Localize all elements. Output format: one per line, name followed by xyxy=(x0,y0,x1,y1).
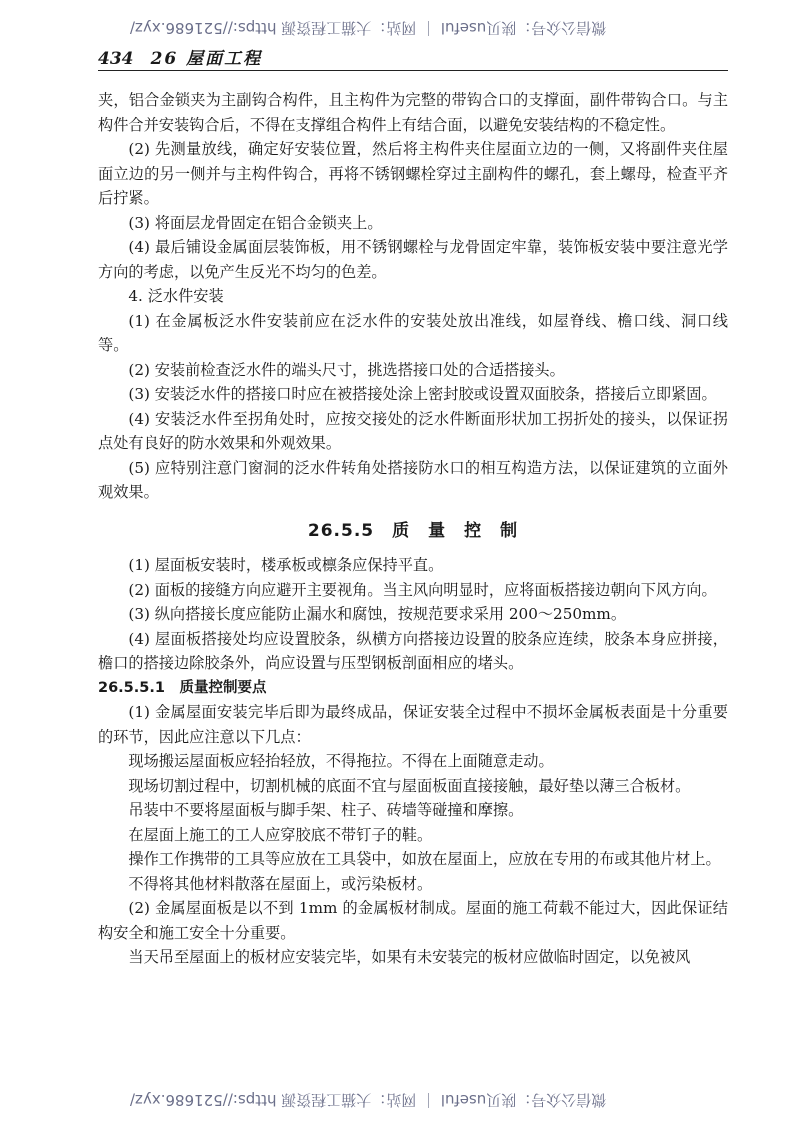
paragraph: (3) 安装泛水件的搭接口时应在被搭接处涂上密封胶或设置双面胶条，搭接后立即紧固。 xyxy=(128,385,717,403)
paragraph: 吊装中不要将屋面板与脚手架、柱子、砖墙等碰撞和摩擦。 xyxy=(128,801,524,819)
subsection-title: 26.5.5.1 质量控制要点 xyxy=(98,679,267,696)
watermark-top: 微信公众号：陕贝useful ｜ 网站：大猫工程资源 https://521686.xyz/ xyxy=(130,19,607,37)
paragraph: (4) 屋面板搭接处均应设置胶条，纵横方向搭接边设置的胶条应连续，胶条本身应拼接，檐口的搭接边除胶条外，尚应设置与压型钢板剖面相应的堵头。 xyxy=(98,629,728,672)
watermark-bottom: 微信公众号：陕贝useful ｜ 网站：大猫工程资源 https://521686.xyz/ xyxy=(130,1091,607,1109)
paragraph: (2) 安装前检查泛水件的端头尺寸，挑选搭接口处的合适搭接头。 xyxy=(128,360,565,379)
paragraph: (2) 先测量放线，确定好安装位置，然后将主构件夹住屋面立边的一侧，又将副件夹住屋面立边的另一侧并与主构件钩合，再将不锈钢螺栓穿过主副构件的螺孔，套上螺母，检查平齐后拧紧。 xyxy=(98,140,728,207)
page-number: 434 xyxy=(98,49,134,69)
paragraph: (3) 纵向搭接长度应能防止漏水和腐蚀，按规范要求采用 200～250mm。 xyxy=(128,605,627,623)
paragraph: 操作工作携带的工具等应放在工具袋中，如放在屋面上，应放在专用的布或其他片材上。 xyxy=(128,850,721,868)
paragraph: (3) 将面层龙骨固定在铝合金锁夹上。 xyxy=(128,213,383,232)
paragraph: (4) 最后铺设金属面层装饰板，用不锈钢螺栓与龙骨固定牢靠，装饰板安装中要注意光学方向的考虑，以免产生反光不均匀的色差。 xyxy=(98,238,728,281)
paragraph: 当天吊至屋面上的板材应安装完毕，如果有未安装完的板材应做临时固定，以免被风 xyxy=(128,948,691,966)
paragraph: 不得将其他材料散落在屋面上，或污染板材。 xyxy=(128,874,433,893)
paragraph: (5) 应特别注意门窗洞的泛水件转角处搭接防水口的相互构造方法，以保证建筑的立面外观效果。 xyxy=(98,458,728,501)
chapter-title: 26 屋面工程 xyxy=(150,49,263,69)
paragraph: 现场切割过程中，切割机械的底面不宜与屋面板面直接接触，最好垫以薄三合板材。 xyxy=(128,776,691,795)
paragraph: (2) 金属屋面板是以不到 1mm 的金属板材制成。屋面的施工荷载不能过大，因此保证结构安全和施工安全十分重要。 xyxy=(98,899,728,942)
paragraph: (4) 安装泛水件至拐角处时，应按交接处的泛水件断面形状加工拐折处的接头，以保证拐点处有良好的防水效果和外观效果。 xyxy=(98,409,728,452)
paragraph: 现场搬运屋面板应轻抬轻放，不得拖拉。不得在上面随意走动。 xyxy=(128,752,554,770)
subheading: 4. 泛水件安装 xyxy=(128,287,224,305)
paragraph: (2) 面板的接缝方向应避开主要视角。当主风向明显时，应将面板搭接边朝向下风方向。 xyxy=(128,580,717,599)
page-body xyxy=(98,88,728,970)
section-title: 26.5.5 质 量 控 制 xyxy=(307,520,519,541)
paragraph: (1) 屋面板安装时，楼承板或檩条应保持平直。 xyxy=(128,556,444,574)
paragraph: (1) 在金属板泛水件安装前应在泛水件的安装处放出准线，如屋脊线、檐口线、洞口线等。 xyxy=(98,311,728,354)
paragraph: 夹，铝合金锁夹为主副钩合构件，且主构件为完整的带钩合口的支撑面，副件带钩合口。与主构件合并安装钩合后，不得在支撑组合构件上有结合面，以避免安装结构的不稳定性。 xyxy=(98,91,728,134)
paragraph: (1) 金属屋面安装完毕后即为最终成品，保证安装全过程中不损坏金属板表面是十分重要的环节，因此应注意以下几点： xyxy=(98,703,728,746)
page-header xyxy=(98,44,728,71)
paragraph: 在屋面上施工的工人应穿胶底不带钉子的鞋。 xyxy=(128,825,433,844)
